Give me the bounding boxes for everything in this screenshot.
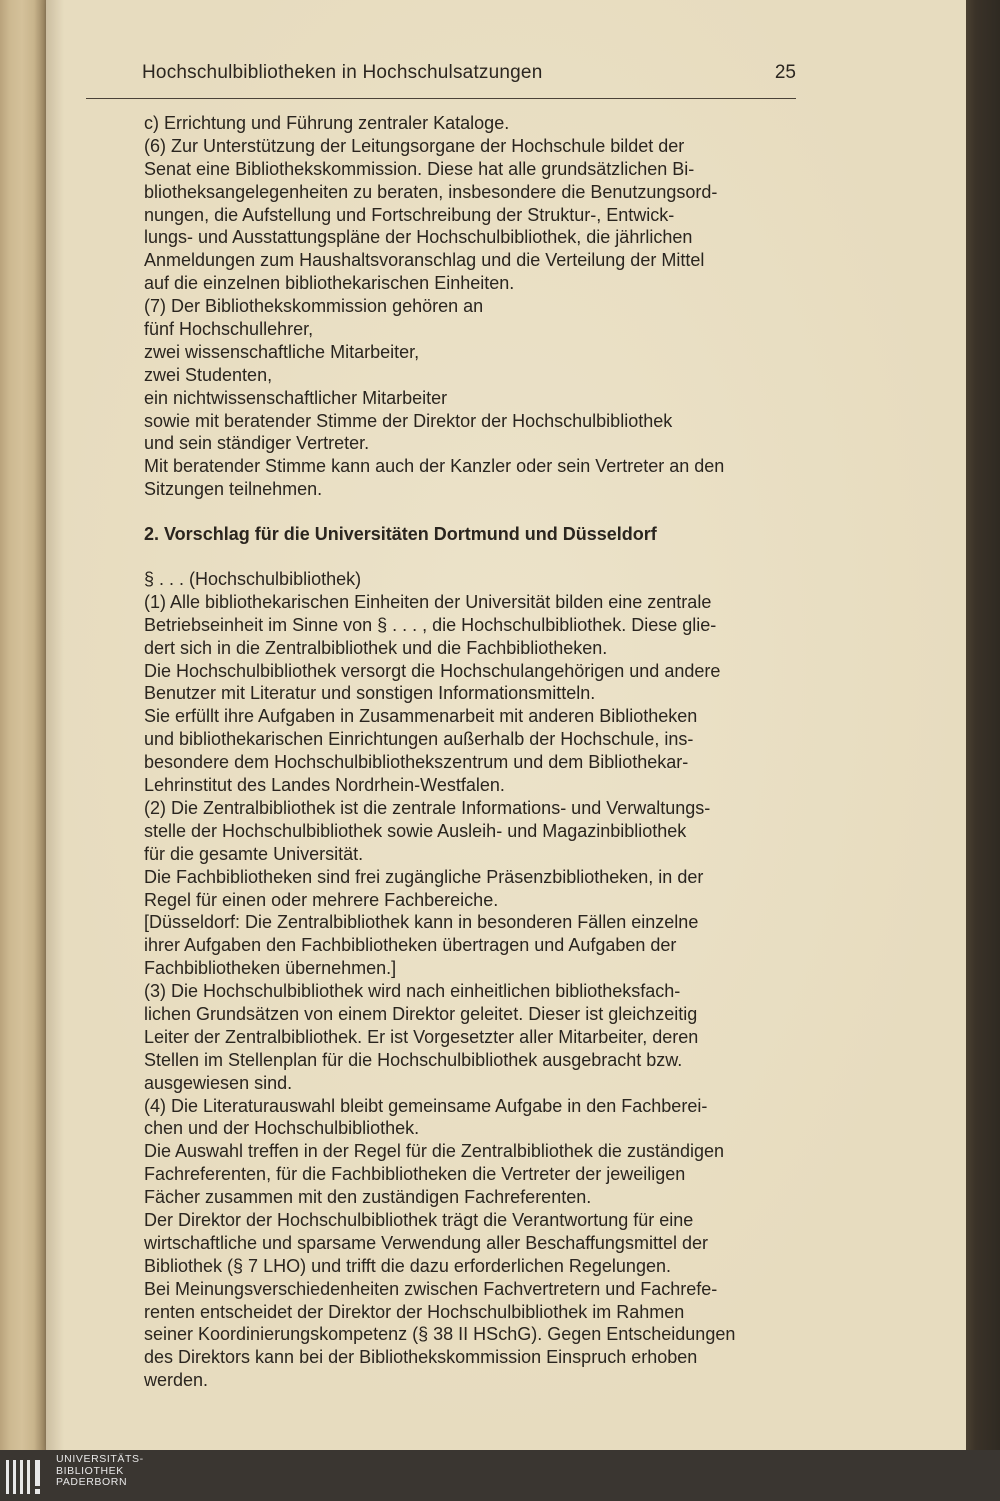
text-line: Senat eine Bibliothekskommission. Diese hat alle grundsätzlichen Bi- [144,158,695,179]
text-line: Die Hochschulbibliothek versorgt die Hochschulangehörigen und andere [144,660,721,681]
text-line: Lehrinstitut des Landes Nordrhein-Westfalen. [144,775,505,796]
text-line: (6) Zur Unterstützung der Leitungsorgane der Hochschule bildet der [144,135,685,156]
text-line: wirtschaftliche und sparsame Verwendung aller Beschaffungsmittel der [144,1232,708,1253]
text-line: Anmeldungen zum Haushaltsvoranschlag und die Verteilung der Mittel [144,250,705,271]
text-line: Sie erfüllt ihre Aufgaben in Zusammenarbeit mit anderen Bibliotheken [144,706,698,727]
text-line: Die Auswahl treffen in der Regel für die Zentralbibliothek die zuständigen [144,1141,725,1162]
text-line: bliotheksangelegenheiten zu beraten, insbesondere die Benutzungsord- [144,181,718,202]
paragraphs-part-1 [144,112,804,501]
header-rule [86,98,796,99]
text-line: dert sich in die Zentralbibliothek und die Fachbibliotheken. [144,637,608,658]
book-page [46,0,966,1450]
text-line: zwei Studenten, [144,364,273,385]
text-line: und sein ständiger Vertreter. [144,433,370,454]
text-line: Sitzungen teilnehmen. [144,479,323,500]
text-line: Mit beratender Stimme kann auch der Kanzler oder sein Vertreter an den [144,456,725,477]
text-line: Die Fachbibliotheken sind frei zugängliche Präsenzbibliotheken, in der [144,866,704,887]
text-line: stelle der Hochschulbibliothek sowie Ausleih- und Magazinbibliothek [144,820,687,841]
text-line: § . . . (Hochschulbibliothek) [144,569,362,590]
text-line: (3) Die Hochschulbibliothek wird nach einheitlichen bibliotheksfach- [144,981,681,1002]
running-header-title: Hochschulbibliotheken in Hochschulsatzungen [142,62,543,83]
library-logo-icon [4,1458,46,1496]
text-line: ausgewiesen sind. [144,1072,293,1093]
text-line: ihrer Aufgaben den Fachbibliotheken übertragen und Aufgaben der [144,935,677,956]
text-line: Bibliothek (§ 7 LHO) und trifft die dazu erforderlichen Regelungen. [144,1255,671,1276]
text-line: werden. [144,1370,209,1391]
text-line: des Direktors kann bei der Bibliothekskommission Einspruch erhoben [144,1347,698,1368]
left-page-edge [0,0,52,1450]
text-line: (4) Die Literaturauswahl bleibt gemeinsame Aufgabe in den Fachberei- [144,1095,708,1116]
section-heading: 2. Vorschlag für die Universitäten Dortmund und Düsseldorf [144,524,657,545]
text-line: Betriebseinheit im Sinne von § . . . , die Hochschulbibliothek. Diese glie- [144,614,717,635]
paragraphs-part-2 [144,568,804,1392]
text-line: renten entscheidet der Direktor der Hochschulbibliothek im Rahmen [144,1301,685,1322]
text-line: Fachbibliotheken übernehmen.] [144,958,397,979]
text-line: Leiter der Zentralbibliothek. Er ist Vorgesetzter aller Mitarbeiter, deren [144,1026,699,1047]
logo-line-2: BIBLIOTHEK [56,1464,124,1477]
text-line: besondere dem Hochschulbibliothekszentrum und dem Bibliothekar- [144,752,689,773]
text-line: Stellen im Stellenplan für die Hochschulbibliothek ausgebracht bzw. [144,1049,683,1070]
text-line: lungs- und Ausstattungspläne der Hochschulbibliothek, die jährlichen [144,227,693,248]
text-line: sowie mit beratender Stimme der Direktor der Hochschulbibliothek [144,410,673,431]
text-line: (7) Der Bibliothekskommission gehören an [144,296,484,317]
text-line: auf die einzelnen bibliothekarischen Einheiten. [144,273,515,294]
text-line: Regel für einen oder mehrere Fachbereiche. [144,889,499,910]
text-line: Bei Meinungsverschiedenheiten zwischen Fachvertretern und Fachrefe- [144,1278,718,1299]
text-line: Fächer zusammen mit den zuständigen Fachreferenten. [144,1187,592,1208]
text-line: chen und der Hochschulbibliothek. [144,1118,420,1139]
text-line: und bibliothekarischen Einrichtungen außerhalb der Hochschule, ins- [144,729,694,750]
body-text [144,112,804,1392]
text-line: zwei wissenschaftliche Mitarbeiter, [144,341,420,362]
page-number: 25 [774,62,796,83]
text-line: ein nichtwissenschaftlicher Mitarbeiter [144,387,448,408]
spacer [144,546,804,568]
spacer [144,501,804,523]
logo-line-1: UNIVERSITÄTS- [56,1453,144,1465]
library-footer-bar [0,1450,1000,1501]
text-line: nungen, die Aufstellung und Fortschreibung der Struktur-, Entwick- [144,204,675,225]
right-background-edge [966,0,1000,1450]
text-line: (1) Alle bibliothekarischen Einheiten der Universität bilden eine zentrale [144,591,712,612]
text-line: für die gesamte Universität. [144,843,364,864]
text-line: [Düsseldorf: Die Zentralbibliothek kann in besonderen Fällen einzelne [144,912,699,933]
text-line: Der Direktor der Hochschulbibliothek trägt die Verantwortung für eine [144,1209,694,1230]
text-line: lichen Grundsätzen von einem Direktor geleitet. Dieser ist gleichzeitig [144,1003,698,1024]
logo-line-3: PADERBORN [56,1476,128,1488]
text-line: seiner Koordinierungskompetenz (§ 38 II HSchG). Gegen Entscheidungen [144,1324,736,1345]
text-line: fünf Hochschullehrer, [144,319,314,340]
text-line: (2) Die Zentralbibliothek ist die zentrale Informations- und Verwaltungs- [144,797,711,818]
text-line: c) Errichtung und Führung zentraler Kataloge. [144,113,510,133]
library-logo-text [56,1454,144,1489]
text-line: Fachreferenten, für die Fachbibliotheken die Vertreter der jeweiligen [144,1164,686,1185]
text-line: Benutzer mit Literatur und sonstigen Informationsmitteln. [144,683,596,704]
